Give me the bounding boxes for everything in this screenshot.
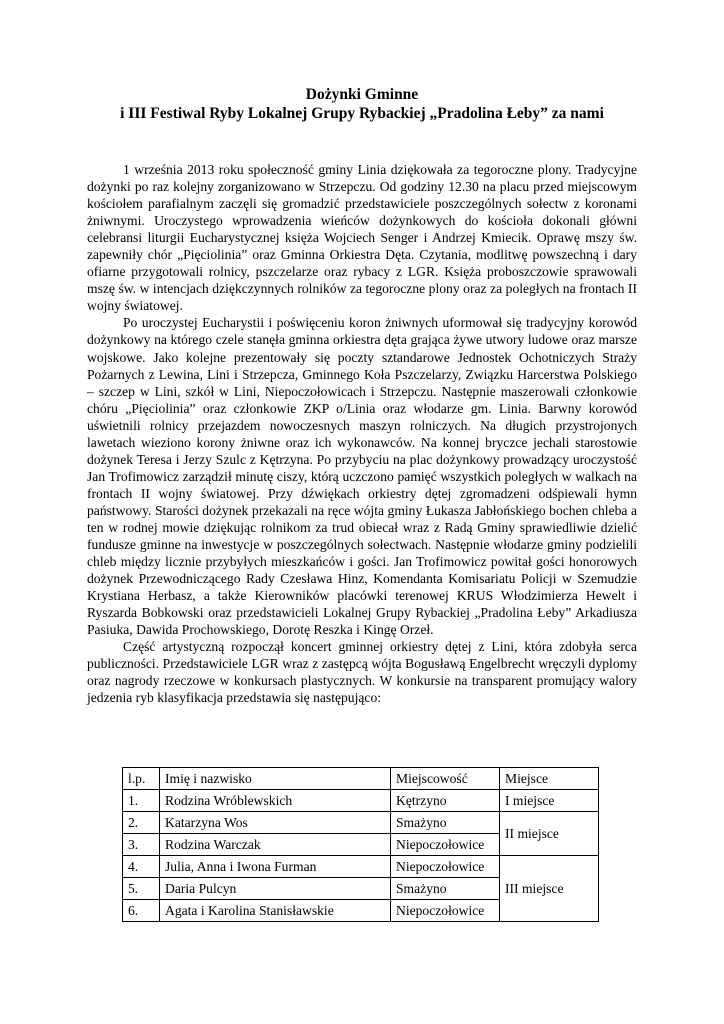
row-placement: III miejsce [500,856,599,922]
row-placement: II miejsce [500,812,599,856]
row-locality: Smażyno [391,878,500,900]
column-header-placement: Miejsce [500,768,599,790]
paragraph: Po uroczystej Eucharystii i poświęceniu koron żniwnych uformował się tradycyjny korowód dożynkowy na którego czele stanęła gminna orkiestra dęta grająca żywe utwory ludowe oraz marsze wojskowe. Jako kolejne prezentowały się poczty sztandarowe Jednostek Ochotniczych Straży Pożarnych z Lewina, Lini i Strzepcza, Gminnego Koła Pszczelarzy, Związku Harcerstwa Polskiego – szczep w Lini, szkół w Lini, Niepoczołowicach i Strzepczu. Następnie maszerowali członkowie chóru „Pięciolinia” oraz członkowie ZKP o/Linia oraz włodarze gm. Linia. Barwny korowód uświetnili rolnicy przejazdem nowoczesnych maszyn rolniczych. Na długich przystrojonych lawetach wieziono korony żniwne oraz ich wykonawców. Na konnej bryczce jechali starostowie dożynek Teresa i Jerzy Szulc z Kętrzyna. Po przybyciu na plac dożynkowy prowadzący uroczystość Jan Trofimowicz zarządził minutę ciszy, którą uczczono pamięć wszystkich poległych w walkach na frontach II wojny światowej. Przy dźwiękach orkiestry dętej zgromadzeni odśpiewali hymn państwowy. Starości dożynek przekazali na ręce wójta gminy Łukasza Jabłońskiego bochen chleba a ten w rodnej mowie dziękując rolnikom za trud obiecał wraz z Radą Gminy sprawiedliwie dzielić fundusze gminne na inwestycje w poszczególnych sołectwach. Następnie włodarze gminy podzielili chleb między licznie przybyłych mieszkańców i gości. Jan Trofimowicz powitał gości honorowych dożynek Przewodniczącego Rady Czesława Hinz, Komendanta Komisariatu Policji w Szemudzie Krystiana Herbasz, a także Kierowników placówki terenowej KRUS Włodzimierza Hewelt i Ryszarda Bobkowski oraz przedstawicieli Lokalnej Grupy Rybackiej „Pradolina Łeby” Arkadiusza Pasiuka, Dawida Prochowskiego, Dorotę Reszka i Kingę Orzeł. [87,315,637,638]
column-header-name: Imię i nazwisko [160,768,391,790]
row-name: Katarzyna Wos [160,812,391,834]
row-number: 6. [123,900,160,922]
row-locality: Kętrzyno [391,790,500,812]
row-name: Rodzina Warczak [160,834,391,856]
document-subtitle: i III Festiwal Ryby Lokalnej Grupy Rybackiej „Pradolina Łeby” za nami [120,105,604,122]
row-name: Julia, Anna i Iwona Furman [160,856,391,878]
row-locality: Niepoczołowice [391,856,500,878]
document-title: Dożynki Gminne [305,86,419,103]
column-header-number: l.p. [123,768,160,790]
row-number: 5. [123,878,160,900]
row-locality: Niepoczołowice [391,900,500,922]
row-number: 3. [123,834,160,856]
paragraph: Część artystyczną rozpoczął koncert gminnej orkiestry dętej z Lini, która zdobyła serca publiczności. Przedstawiciele LGR wraz z zastępcą wójta Bogusławą Engelbrecht wręczyli dyplomy oraz nagrody rzeczowe w konkursach plastycznych. W konkursie na transparent promujący walory jedzenia ryb klasyfikacja przedstawia się następująco: [87,639,637,706]
row-placement: I miejsce [500,790,599,812]
row-number: 4. [123,856,160,878]
table-row [123,790,599,812]
table-header-row [123,768,599,790]
table-row [123,812,599,834]
row-locality: Niepoczołowice [391,834,500,856]
paragraph: 1 września 2013 roku społeczność gminy Linia dziękowała za tegoroczne plony. Tradycyjne dożynki po raz kolejny zorganizowano w Strzepczu. Od godziny 12.30 na placu przed miejscowym kościołem parafialnym zaczęli się gromadzić przedstawiciele poszczególnych sołectw z koronami żniwnymi. Uroczystego wprowadzenia wieńców dożynkowych do kościoła dokonali główni celebransi liturgii Eucharystycznej księża Wojciech Senger i Andrzej Kmiecik. Oprawę mszy św. zapewniły chór „Pięciolinia” oraz Gminna Orkiestra Dęta. Czytania, modlitwę powszechną i dary ofiarne przygotowali rolnicy, pszczelarze oraz rybacy z LGR. Księża proboszczowie sprawowali mszę św. w intencjach dziękczynnych rolników za tegoroczne plony oraz za poległych na frontach II wojny światowej. [87,162,637,314]
results-table [122,767,599,922]
table-row [123,856,599,878]
row-name: Rodzina Wróblewskich [160,790,391,812]
row-name: Daria Pulcyn [160,878,391,900]
column-header-locality: Miejscowość [391,768,500,790]
row-name: Agata i Karolina Stanisławskie [160,900,391,922]
article-body [87,161,637,707]
row-number: 2. [123,812,160,834]
row-number: 1. [123,790,160,812]
row-locality: Smażyno [391,812,500,834]
